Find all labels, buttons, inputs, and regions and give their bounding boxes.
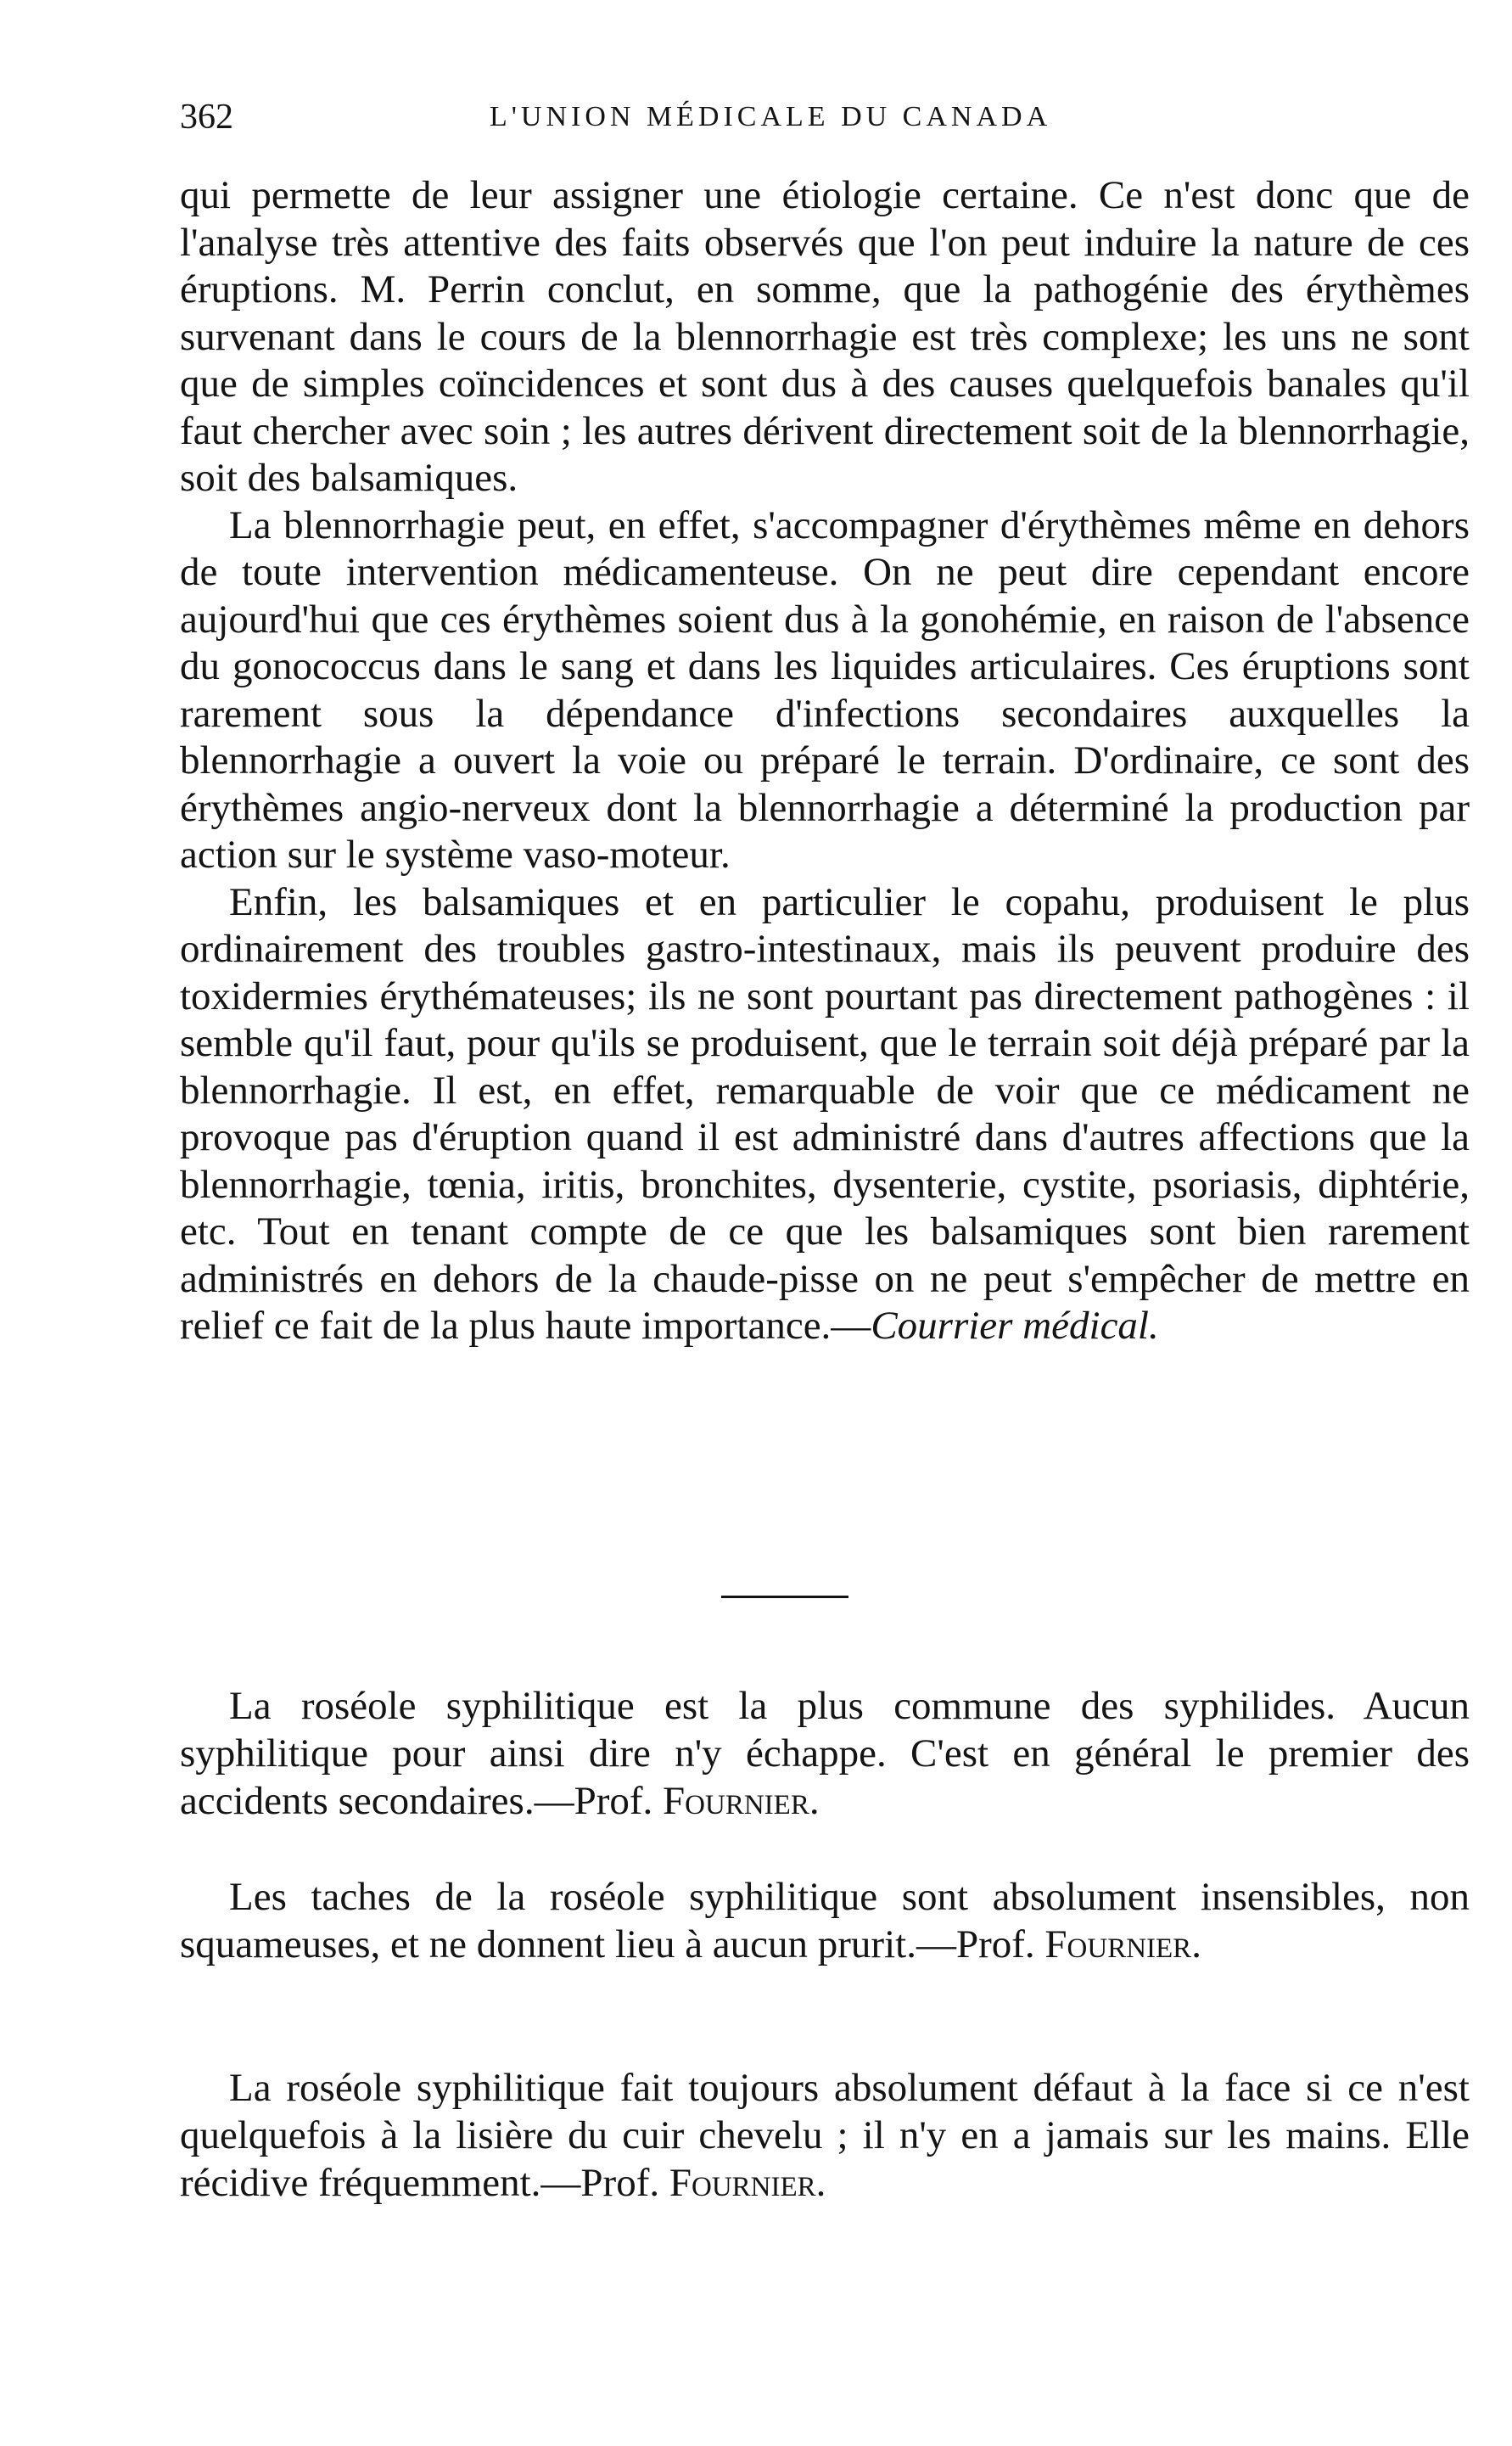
paragraph: qui permette de leur assigner une étiologie certaine. Ce n'est donc que de l'analyse très attentive des faits observés que l'on peut induire la nature de ces éruptions. M. Perrin conclut, en somme, que la pathogénie des érythèmes survenant dans le cours de la blennorrhagie est très complexe; les uns ne sont que de simples coïncidences et sont dus à des causes quelquefois banales qu'il faut chercher avec soin ; les autres dérivent directement soit de la blennorrhagie, soit des balsamiques. — [180, 173, 1470, 500]
paragraph — [180, 879, 1470, 1350]
quote-paragraph — [180, 2064, 1470, 2207]
quote-text: La roséole syphilitique est la plus commune des syphilides. Aucun syphilitique pour ainsi dire n'y échappe. C'est en général le premier des accidents secondaires.—Prof. — [180, 1684, 1470, 1823]
paragraph: La blennorrhagie peut, en effet, s'accompagner d'érythèmes même en dehors de toute intervention médicamenteuse. On ne peut dire cependant encore aujourd'hui que ces érythèmes soient dus à la gonohémie, en raison de l'absence du gonococcus dans le sang et dans les liquides articulaires. Ces éruptions sont rarement sous la dépendance d'infections secondaires auxquelles la blennorrhagie a ouvert la voie ou préparé le terrain. D'ordinaire, ce sont des érythèmes angio-nerveux dont la blennorrhagie a déterminé la production par action sur le système vaso-moteur. — [180, 502, 1470, 877]
section-separator — [721, 1596, 848, 1598]
page-header — [180, 92, 1470, 143]
quote-text: La roséole syphilitique fait toujours absolument défaut à la face si ce n'est quelquefois à la lisière du cuir chevelu ; il n'y en a jamais sur les mains. Elle récidive fréquemment.—Prof. — [180, 2066, 1470, 2205]
quote-paragraph — [180, 1873, 1470, 1968]
running-title: L'UNION MÉDICALE DU CANADA — [490, 101, 1052, 132]
quote-paragraph — [180, 1682, 1470, 1825]
quote-author: Fournier. — [663, 1779, 820, 1823]
quote-text: Les taches de la roséole syphilitique sont absolument insensibles, non squameuses, et ne donnent lieu à aucun prurit.—Prof. — [180, 1875, 1470, 1966]
article-body — [180, 172, 1470, 1350]
quote-author: Fournier. — [1044, 1922, 1201, 1966]
paragraph-text: Enfin, les balsamiques et en particulier le copahu, produisent le plus ordinairement des troubles gastro-intestinaux, mais ils peuvent produire des toxidermies érythémateuses; ils ne sont pourtant pas directement pathogènes : il semble qu'il faut, pour qu'ils se produisent, que le terrain soit déjà préparé par la blennorrhagie. Il est, en effet, remarquable de voir que ce médicament ne provoque pas d'éruption quand il est administré dans d'autres affections que la blennorrhagie, tœnia, iritis, bronchites, dysenterie, cystite, psoriasis, diphtérie, etc. Tout en tenant compte de ce que les balsamiques sont bien rarement administrés en dehors de la chaude-pisse on ne peut s'empêcher de mettre en relief ce fait de la plus haute importance.— — [180, 879, 1470, 1348]
source-citation: Courrier médical. — [871, 1304, 1159, 1348]
quote-author: Fournier. — [669, 2161, 826, 2205]
page-number: 362 — [180, 98, 233, 137]
